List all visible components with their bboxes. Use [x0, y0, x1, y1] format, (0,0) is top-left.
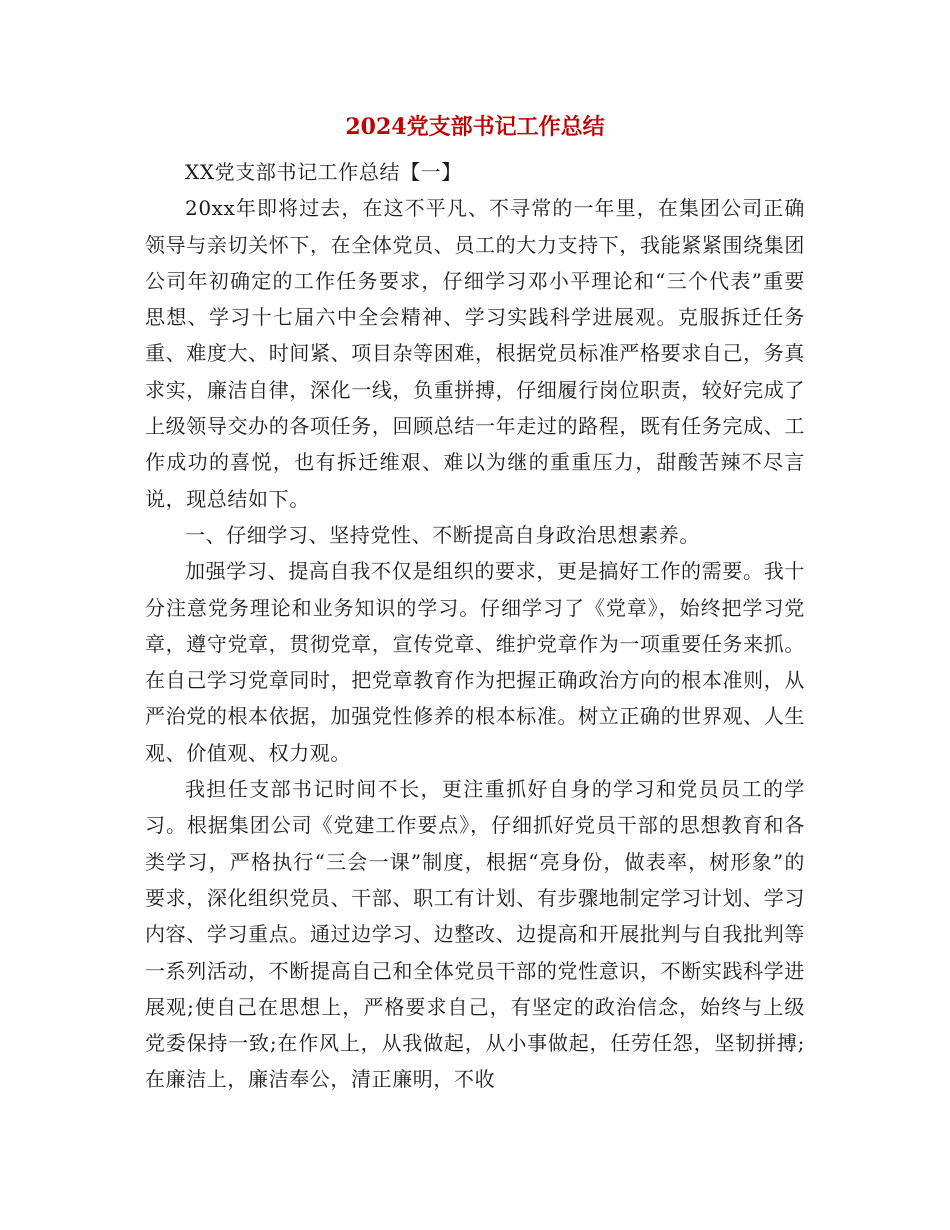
document-title: 2024党支部书记工作总结: [345, 114, 605, 140]
paragraph: 加强学习、提高自我不仅是组织的要求，更是搞好工作的需要。我十分注意党务理论和业务知识的学习。仔细学习了《党章》，始终把学习党章，遵守党章，贯彻党章，宣传党章、维护党章作为一项重要任务来抓。在自己学习党章同时，把党章教育作为把握正确政治方向的根本准则，从严治党的根本依据，加强党性修养的根本标准。树立正确的世界观、人生观、价值观、权力观。: [145, 559, 805, 765]
paragraph: 20xx年即将过去，在这不平凡、不寻常的一年里，在集团公司正确领导与亲切关怀下，在全体党员、员工的大力支持下，我能紧紧围绕集团公司年初确定的工作任务要求，仔细学习邓小平理论和“三个代表”重要思想、学习十七届六中全会精神、学习实践科学进展观。克服拆迁任务重、难度大、时间紧、项目杂等困难，根据党员标准严格要求自己，务真求实，廉洁自律，深化一线，负重拼搏，仔细履行岗位职责，较好完成了上级领导交办的各项任务，回顾总结一年走过的路程，既有任务完成、工作成功的喜悦，也有拆迁维艰、难以为继的重重压力，甜酸苦辣不尽言说，现总结如下。: [145, 196, 805, 511]
paragraph-section-heading: 一、仔细学习、坚持党性、不断提高自身政治思想素养。: [185, 522, 700, 547]
document-body: [145, 154, 805, 1098]
paragraph-heading: XX党支部书记工作总结【一】: [185, 160, 462, 184]
paragraph: 我担任支部书记时间不长，更注重抓好自身的学习和党员员工的学习。根据集团公司《党建工作要点》，仔细抓好党员干部的思想教育和各类学习，严格执行“三会一课”制度，根据“亮身份，做表率，树形象”的要求，深化组织党员、干部、职工有计划、有步骤地制定学习计划、学习内容、学习重点。通过边学习、边整改、边提高和开展批判与自我批判等一系列活动，不断提高自己和全体党员干部的党性意识，不断实践科学进展观;使自己在思想上，严格要求自己，有坚定的政治信念，始终与上级党委保持一致;在作风上，从我做起，从小事做起，任劳任怨，坚韧拼搏;在廉洁上，廉洁奉公，清正廉明，不收: [145, 777, 806, 1092]
